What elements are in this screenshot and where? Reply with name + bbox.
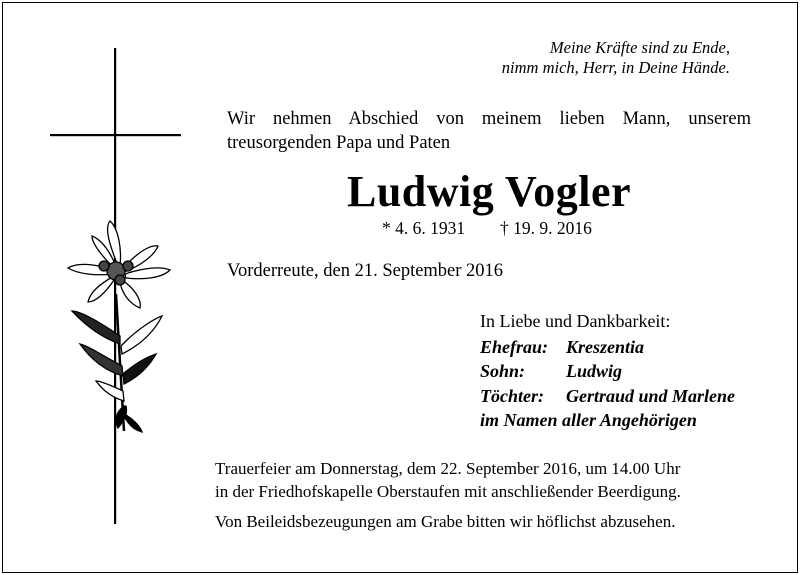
death-date — [500, 218, 592, 239]
family-row — [480, 361, 622, 382]
birth-symbol: * — [382, 218, 391, 238]
intro-text: Wir nehmen Abschied von meinem lieben Mann, unserem treusorgenden Papa und Paten — [227, 109, 751, 153]
family-role: Töchter: — [480, 386, 544, 406]
birth-date — [382, 218, 465, 239]
family-names: Kreszentia — [566, 337, 645, 357]
motto-line-1: Meine Kräfte sind zu Ende, — [549, 38, 730, 57]
family-names: Gertraud und Marlene — [566, 386, 736, 406]
family-role: Ehefrau: — [480, 337, 549, 357]
edelweiss-icon — [58, 216, 178, 441]
family-footer: im Namen aller Angehörigen — [480, 410, 697, 430]
death-symbol: † — [500, 218, 509, 238]
thanks-line: In Liebe und Dankbarkeit: — [480, 311, 671, 331]
closing-note: Von Beileidsbezeugungen am Grabe bitten wir höflichst abzusehen. — [215, 512, 676, 531]
place-date: Vorderreute, den 21. September 2016 — [227, 261, 504, 281]
family-row — [480, 337, 644, 358]
family-names: Ludwig — [566, 361, 623, 381]
service-line-1: Trauerfeier am Donnerstag, dem 22. September 2016, um 14.00 Uhr — [215, 459, 681, 478]
motto-line-2: nimm mich, Herr, in Deine Hände. — [501, 58, 730, 77]
family-role: Sohn: — [480, 361, 526, 381]
birth-date-value: 4. 6. 1931 — [395, 218, 466, 238]
service-line-2: in der Friedhofskapelle Oberstaufen mit anschließender Beerdigung. — [215, 482, 681, 501]
death-date-value: 19. 9. 2016 — [513, 218, 592, 238]
deceased-name: Ludwig Vogler — [346, 167, 631, 216]
family-row — [480, 386, 735, 407]
